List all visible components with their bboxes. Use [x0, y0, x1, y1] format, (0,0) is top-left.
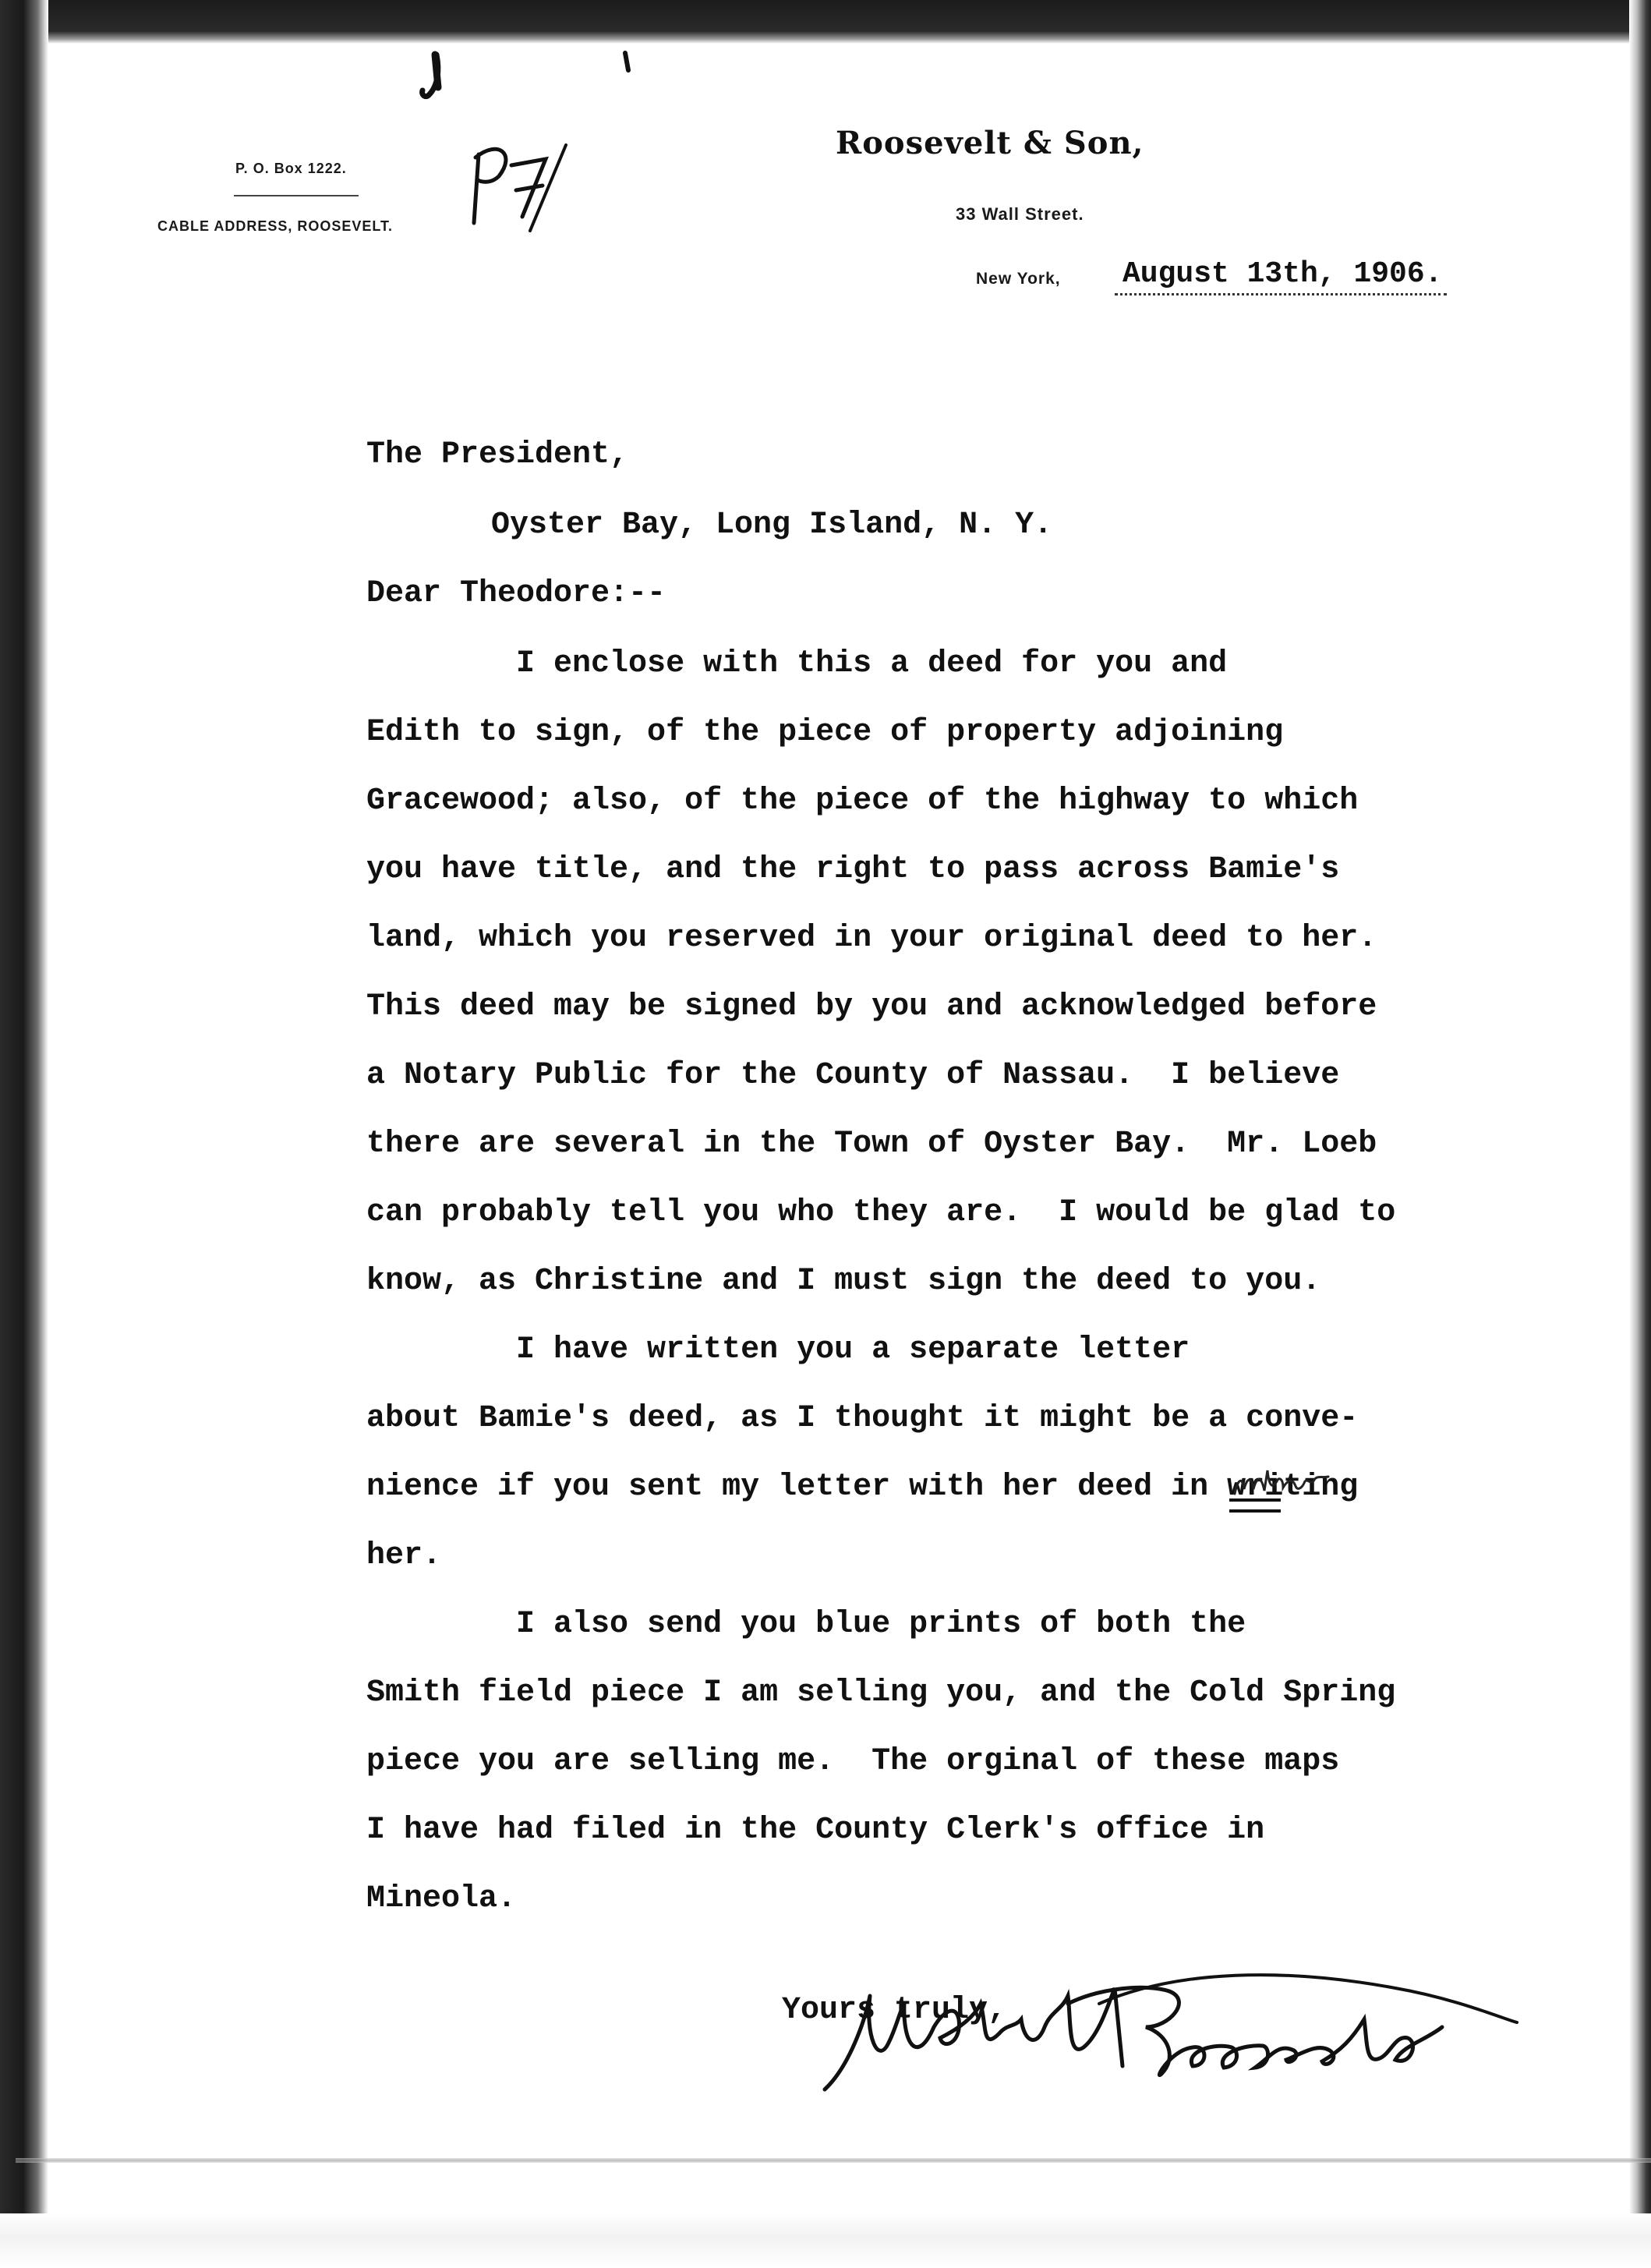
body-line: land, which you reserved in your original deed to her. — [366, 921, 1377, 956]
body-line: Edith to sign, of the piece of property adjoining — [366, 715, 1284, 750]
body-line: nience if you sent my letter with her deed in writing — [366, 1470, 1359, 1505]
body-line: Smith field piece I am selling you, and the Cold Spring — [366, 1675, 1396, 1711]
po-box: P. O. Box 1222. — [235, 161, 347, 176]
po-box-rule — [234, 195, 359, 196]
body-line: a Notary Public for the County of Nassau. I believe — [366, 1058, 1340, 1093]
body-line: I have had filed in the County Clerk's office in — [366, 1813, 1265, 1848]
body-line: piece you are selling me. The orginal of these maps — [366, 1744, 1340, 1779]
city: New York, — [976, 270, 1061, 288]
date-rule — [1115, 293, 1447, 295]
body-line: I enclose with this a deed for you and — [366, 646, 1228, 681]
body-line: there are several in the Town of Oyster Bay. Mr. Loeb — [366, 1127, 1377, 1162]
closing: Yours truly, — [782, 1993, 1007, 2028]
scan-left-edge — [0, 0, 48, 2268]
body-line: Mineola. — [366, 1881, 517, 1916]
signature — [803, 1973, 1520, 2113]
strikethrough-mark — [1229, 1498, 1281, 1513]
body-line: about Bamie's deed, as I thought it might be a conve- — [366, 1401, 1359, 1436]
body-line: her. — [366, 1538, 442, 1573]
scan-right-edge — [1629, 0, 1651, 2268]
scan-bottom-edge — [0, 2213, 1651, 2268]
salutation: Dear Theodore:-- — [366, 576, 666, 611]
page-crease — [16, 2158, 1651, 2163]
body-line: Gracewood; also, of the piece of the highway to which — [366, 784, 1359, 819]
body-line: I have written you a separate letter — [366, 1332, 1190, 1368]
firm-name: Roosevelt & Son, — [836, 125, 1144, 161]
addressee-address: Oyster Bay, Long Island, N. Y. — [491, 508, 1053, 543]
body-line: can probably tell you who they are. I would be glad to — [366, 1195, 1396, 1230]
handwritten-notation — [468, 131, 577, 248]
addressee: The President, — [366, 437, 629, 472]
body-line: you have title, and the right to pass across Bamie's — [366, 852, 1340, 887]
street-address: 33 Wall Street. — [956, 204, 1084, 224]
body-line: This deed may be signed by you and acknowledged before — [366, 989, 1377, 1024]
letter-date: August 13th, 1906. — [1122, 257, 1443, 291]
handwritten-insertion — [1230, 1463, 1331, 1498]
top-ink-marks — [405, 47, 639, 117]
body-line: I also send you blue prints of both the — [366, 1607, 1246, 1642]
cable-address: CABLE ADDRESS, ROOSEVELT. — [157, 218, 394, 234]
body-line: know, as Christine and I must sign the deed to you. — [366, 1264, 1321, 1299]
scan-top-edge — [48, 0, 1629, 44]
